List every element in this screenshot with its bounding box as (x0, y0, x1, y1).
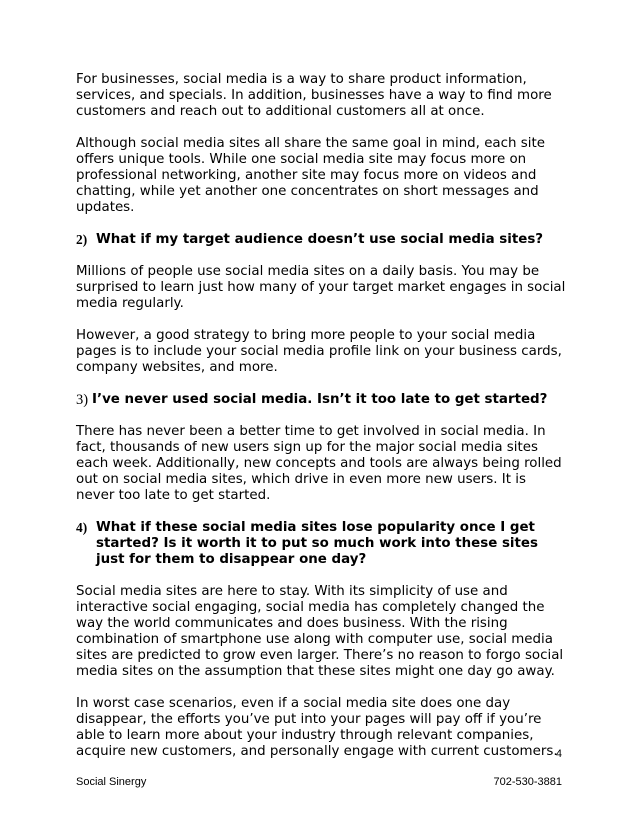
question-3-heading (76, 392, 568, 408)
footer-company: Social Sinergy (76, 776, 147, 788)
question-2-text: What if my target audience doesn’t use social media sites? (96, 232, 544, 247)
question-4-text: What if these social media sites lose popularity once I get started? Is it worth it to put so much work into these sites just for them to disappear one day? (96, 520, 538, 567)
footer-phone: 702-530-3881 (493, 776, 562, 788)
paragraph-here-to-stay: Social media sites are here to stay. With its simplicity of use and interactive social engaging, social media has completely changed the way the world communicates and does business. With the rising combination of smartphone use along with computer use, social media sites are predicted to grow even larger. There’s no reason to forgo social media sites on the assumption that these sites might one day go away. (76, 584, 564, 679)
question-3-number: 3) (76, 392, 89, 408)
paragraph-never-better: There has never been a better time to get involved in social media. In fact, thousands of new users sign up for the major social media sites each week. Additionally, new concepts and tools are always being rolled out on social media sites, which drive in even more new users. It is never too late to get started. (76, 424, 562, 503)
page-content (76, 72, 568, 776)
paragraph-businesses: For businesses, social media is a way to share product information, services, and specials. In addition, businesses have a way to find more customers and reach out to additional customers all at once. (76, 72, 552, 119)
question-2-number: 2) (76, 232, 88, 247)
question-2-heading (76, 232, 568, 248)
question-4-heading (76, 520, 568, 568)
paragraph-worst-case: In worst case scenarios, even if a social media site does one day disappear, the efforts you’ve put into your pages will pay off if you’re able to learn more about your industry through relevant companies, acquire new customers, and personally engage with current customers. (76, 696, 558, 759)
paragraph-millions: Millions of people use social media sites on a daily basis. You may be surprised to learn just how many of your target market engages in social media regularly. (76, 264, 566, 311)
question-3-text: I’ve never used social media. Isn’t it too late to get started? (92, 392, 548, 407)
paragraph-strategy: However, a good strategy to bring more people to your social media pages is to include your social media profile link on your business cards, company websites, and more. (76, 328, 562, 375)
page-footer (76, 776, 562, 788)
page-number: 4 (555, 748, 562, 760)
question-4-number: 4) (76, 520, 88, 535)
paragraph-unique-tools: Although social media sites all share the same goal in mind, each site offers unique tools. While one social media site may focus more on professional networking, another site may focus more on videos and chatting, while yet another one concentrates on short messages and updates. (76, 136, 545, 215)
